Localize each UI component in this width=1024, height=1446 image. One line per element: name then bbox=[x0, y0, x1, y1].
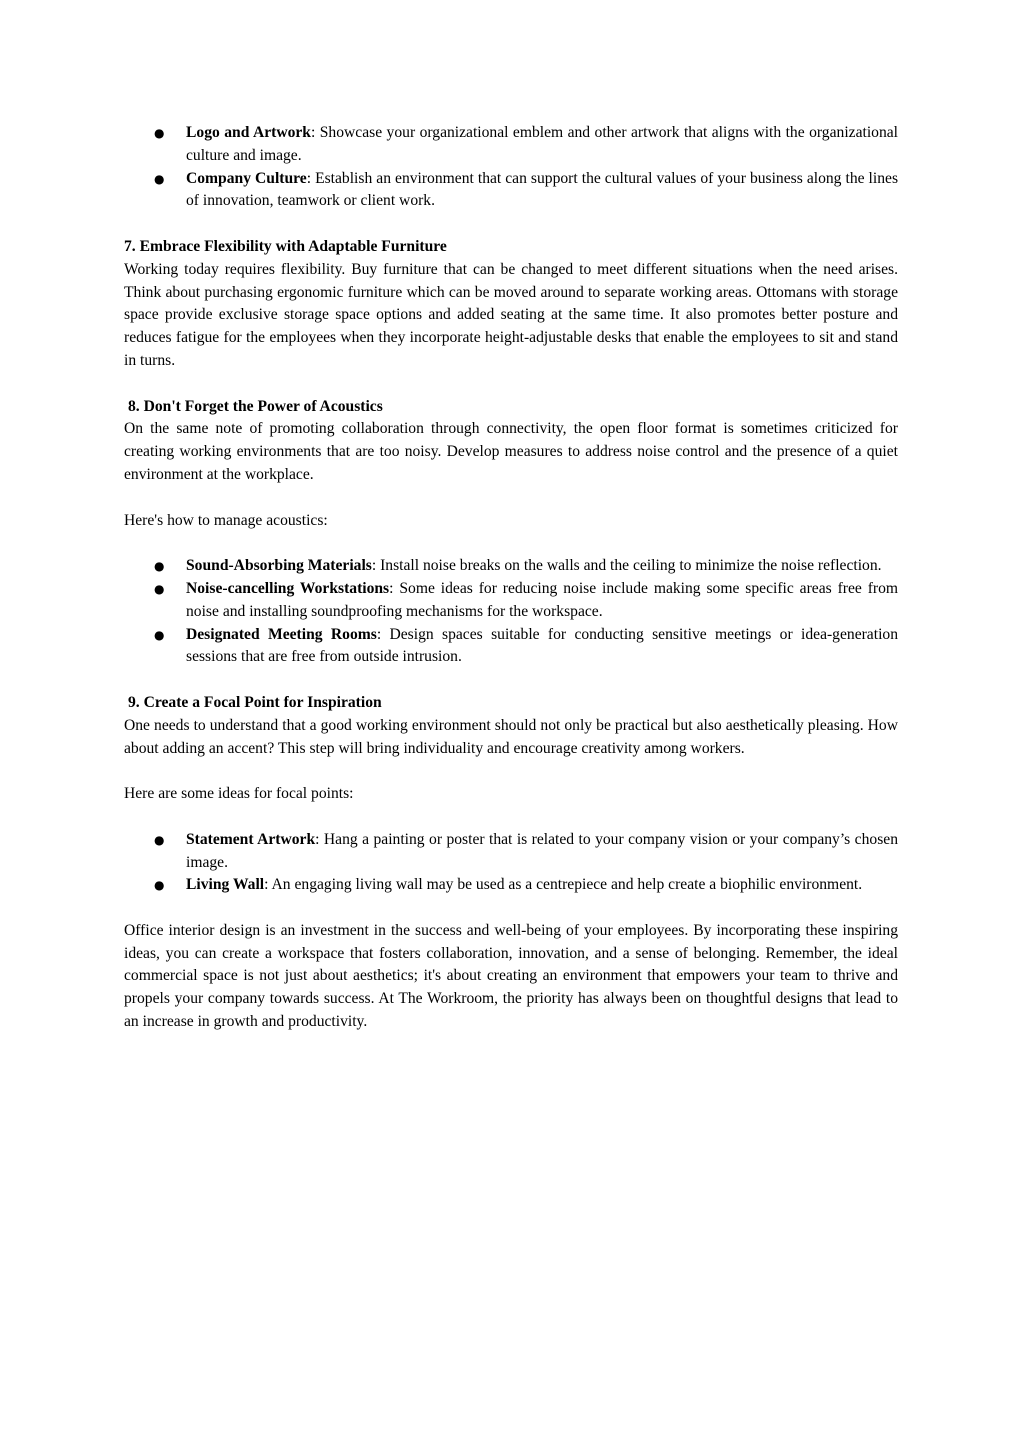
list-item bbox=[124, 874, 898, 897]
section-9-heading: 9. Create a Focal Point for Inspiration bbox=[128, 693, 382, 711]
list-item bbox=[124, 578, 898, 624]
section-9-lead: Here are some ideas for focal points: bbox=[124, 785, 354, 803]
spacer bbox=[124, 532, 898, 555]
section-8-heading: 8. Don't Forget the Power of Acoustics bbox=[128, 397, 383, 415]
spacer bbox=[124, 213, 898, 236]
list-item-text: : Some ideas for reducing noise include making some specific areas free from noise and installing soundproofing mechanisms for the workspace. bbox=[186, 579, 899, 620]
list-item bbox=[124, 624, 898, 670]
list-item bbox=[124, 555, 898, 578]
list-item-text: : Install noise breaks on the walls and the ceiling to minimize the noise reflection. bbox=[371, 557, 882, 575]
list-item-term: Logo and Artwork bbox=[186, 124, 311, 141]
list-item-term: Designated Meeting Rooms bbox=[186, 625, 377, 643]
focal-points-bullet-list bbox=[124, 829, 898, 897]
list-item-term: Statement Artwork bbox=[186, 830, 316, 848]
spacer bbox=[124, 373, 898, 396]
list-item-term: Living Wall bbox=[186, 876, 265, 894]
list-item-text: : Design spaces suitable for conducting sensitive meetings or idea-generation sessions that are free from outside intrusion. bbox=[186, 625, 898, 666]
list-item-text: : Showcase your organizational emblem and other artwork that aligns with the organizational culture and image. bbox=[186, 124, 899, 164]
conclusion-paragraph: Office interior design is an investment in the success and well-being of your employees. By incorporating these inspiring ideas, you can create a workspace that fosters collaboration, innovation, and a sense of belonging. Remember, the ideal commercial space is not just about aesthetics; it's about creating an environment that empowers your team to thrive and propels your company towards success. At The Workroom, the priority has always been on thoughtful designs that lead to an increase in growth and productivity. bbox=[124, 921, 898, 1031]
acoustics-bullet-list bbox=[124, 555, 898, 669]
intro-bullet-list bbox=[124, 122, 898, 213]
spacer bbox=[124, 669, 898, 692]
bullet-icon: ● bbox=[154, 832, 165, 847]
bullet-icon: ● bbox=[154, 171, 165, 186]
list-item-text: : An engaging living wall may be used as a centrepiece and help create a biophilic environment. bbox=[264, 876, 863, 894]
bullet-icon: ● bbox=[154, 878, 165, 893]
spacer bbox=[124, 487, 898, 510]
section-8-lead: Here's how to manage acoustics: bbox=[124, 511, 328, 529]
spacer bbox=[124, 806, 898, 829]
list-item-term: Sound-Absorbing Materials bbox=[186, 557, 372, 575]
bullet-icon: ● bbox=[154, 559, 165, 574]
list-item-text: : Hang a painting or poster that is related to your company vision or your company’s chosen image. bbox=[186, 830, 898, 871]
section-7-body: Working today requires flexibility. Buy furniture that can be changed to meet different situations when the need arises. Think about purchasing ergonomic furniture which can be moved around to separate working areas. Ottomans with storage space provide exclusive storage space options and added seating at the same time. It also promotes better posture and reduces fatigue for the employees when they incorporate height-adjustable desks that enable the employees to sit and stand in turns. bbox=[124, 260, 898, 369]
bullet-icon: ● bbox=[154, 627, 165, 642]
section-8-body: On the same note of promoting collaboration through connectivity, the open floor format is sometimes criticized for creating working environments that are too noisy. Develop measures to address noise control and the presence of a quiet environment at the workplace. bbox=[124, 420, 898, 483]
spacer bbox=[124, 760, 898, 783]
section-7-heading: 7. Embrace Flexibility with Adaptable Furniture bbox=[124, 237, 447, 255]
list-item-text: : Establish an environment that can support the cultural values of your business along the lines of innovation, teamwork or client work. bbox=[186, 169, 899, 210]
spacer bbox=[124, 897, 898, 920]
list-item bbox=[124, 829, 898, 875]
document-page bbox=[124, 122, 898, 1034]
list-item bbox=[124, 168, 898, 214]
list-item-term: Noise-cancelling Workstations bbox=[186, 579, 390, 597]
section-9-body: One needs to understand that a good working environment should not only be practical but also aesthetically pleasing. How about adding an accent? This step will bring individuality and encourage creativity among workers. bbox=[124, 716, 898, 757]
bullet-icon: ● bbox=[154, 126, 165, 140]
bullet-icon: ● bbox=[154, 581, 165, 596]
list-item bbox=[124, 122, 898, 168]
list-item-term: Company Culture bbox=[186, 169, 307, 187]
